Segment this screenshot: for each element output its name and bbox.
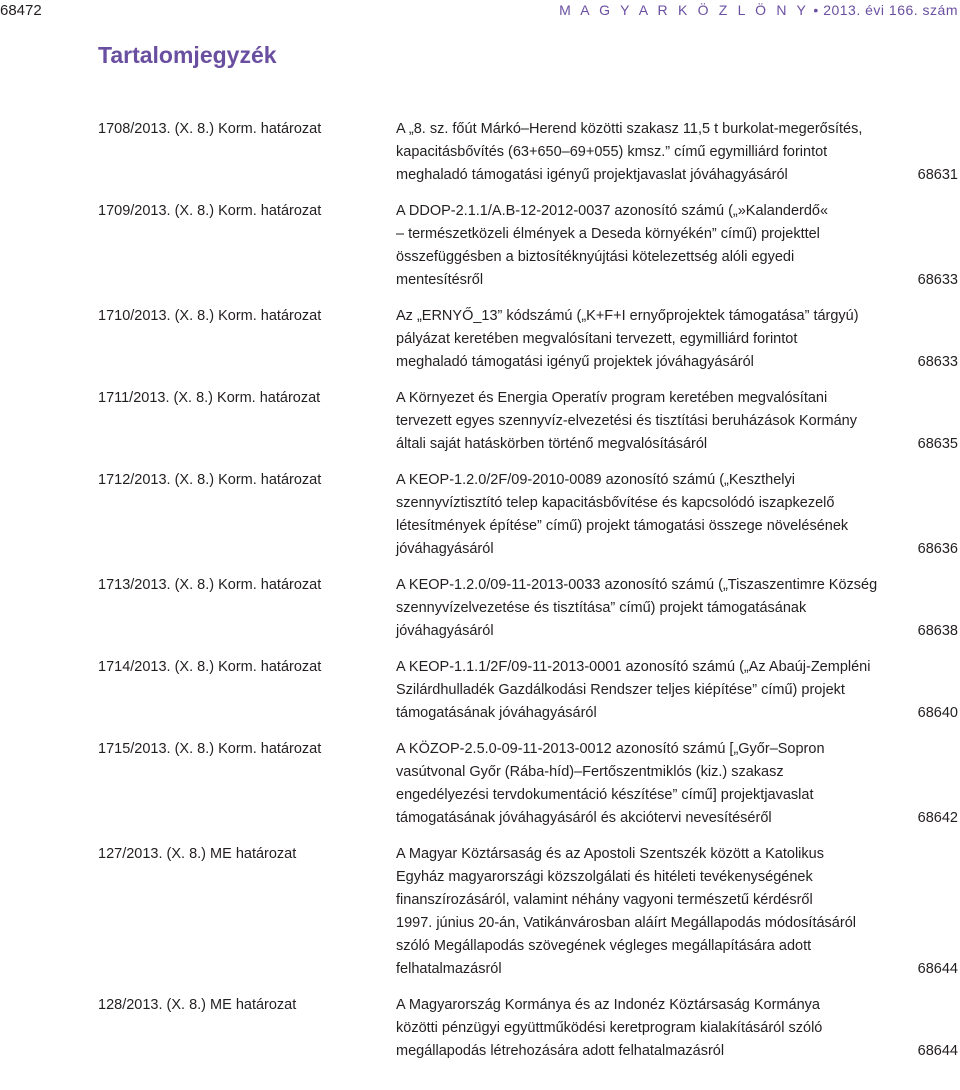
entry-page-number: 68642	[917, 810, 958, 826]
entry-page-number: 68644	[917, 961, 958, 977]
toc-entry[interactable]	[0, 738, 960, 830]
entry-title-line: közötti pénzügyi együttműködési keretprogram kialakításáról szóló	[396, 1020, 823, 1036]
entry-title-line: szennyvíztisztító telep kapacitásbővítése és kapcsolódó iszapkezelő	[396, 495, 835, 511]
entry-title-line: A „8. sz. főút Márkó–Herend közötti szakasz 11,5 t burkolat-megerősítés,	[396, 121, 863, 137]
entry-title-line: A Magyar Köztársaság és az Apostoli Szentszék között a Katolikus	[396, 846, 824, 862]
entry-number: 1708/2013. (X. 8.) Korm. határozat	[98, 121, 322, 137]
bullet-separator: •	[813, 2, 819, 18]
entry-title	[396, 574, 878, 643]
toc-entry[interactable]	[0, 118, 960, 187]
entry-title-line: tervezett egyes szennyvíz-elvezetési és tisztítási beruházások Kormány	[396, 413, 857, 429]
entry-title-line: általi saját hatáskörben történő megvalósításáról	[396, 436, 708, 452]
entry-title-line: A KEOP-1.2.0/09-11-2013-0033 azonosító számú („Tiszaszentimre Község	[396, 577, 878, 593]
entry-page-number: 68640	[917, 705, 958, 721]
entry-title-line: pályázat keretében megvalósítani tervezett, egymilliárd forintot	[396, 331, 798, 347]
entry-title-line: összefüggésben a biztosítéknyújtási kötelezettség alóli egyedi	[396, 249, 795, 265]
entry-title-line: létesítmények építése” című) projekt támogatási összege növelésének	[396, 518, 849, 534]
entry-page-number: 68635	[917, 436, 958, 452]
entry-title-line: A KEOP-1.2.0/2F/09-2010-0089 azonosító számú („Keszthelyi	[396, 472, 795, 488]
toc-entry[interactable]	[0, 994, 960, 1063]
running-title	[559, 2, 958, 18]
entry-title-line: támogatásának jóváhagyásáról	[396, 705, 597, 721]
entry-title-line: A Magyarország Kormánya és az Indonéz Köztársaság Kormánya	[396, 997, 820, 1013]
entry-title-line: meghaladó támogatási igényű projektek jóváhagyásáról	[396, 354, 754, 370]
entry-title-line: finanszírozásáról, valamint néhány vagyoni természetű kérdésről	[396, 892, 813, 908]
entry-title-line: szóló Megállapodás szövegének végleges megállapítására adott	[396, 938, 812, 954]
entry-number: 1714/2013. (X. 8.) Korm. határozat	[98, 659, 322, 675]
entry-number: 1715/2013. (X. 8.) Korm. határozat	[98, 741, 322, 757]
page-title: Tartalomjegyzék	[98, 42, 277, 68]
entry-title-line: felhatalmazásról	[396, 961, 502, 977]
toc-entry[interactable]	[0, 200, 960, 292]
entry-title	[396, 469, 871, 561]
toc-entry[interactable]	[0, 843, 960, 981]
toc-entry[interactable]	[0, 305, 960, 374]
table-of-contents	[0, 118, 960, 1076]
entry-title	[396, 843, 871, 981]
entry-title	[396, 387, 871, 456]
entry-page-number: 68638	[917, 623, 958, 639]
entry-title-line: A KÖZOP-2.5.0-09-11-2013-0012 azonosító számú [„Győr–Sopron	[396, 741, 825, 757]
entry-title-line: kapacitásbővítés (63+650–69+055) kmsz.” című egymilliárd forintot	[396, 144, 828, 160]
entry-number: 1710/2013. (X. 8.) Korm. határozat	[98, 308, 322, 324]
entry-number: 1712/2013. (X. 8.) Korm. határozat	[98, 472, 322, 488]
entry-title	[396, 738, 871, 830]
entry-title-line: mentesítésről	[396, 272, 484, 288]
entry-page-number: 68633	[917, 354, 958, 370]
entry-number: 1713/2013. (X. 8.) Korm. határozat	[98, 577, 322, 593]
entry-page-number: 68636	[917, 541, 958, 557]
page-header	[0, 0, 960, 30]
entry-title	[396, 994, 871, 1063]
toc-entry[interactable]	[0, 656, 960, 725]
entry-title	[396, 305, 871, 374]
entry-title-line: Egyház magyarországi közszolgálati és hitéleti tevékenységének	[396, 869, 813, 885]
entry-title	[396, 118, 871, 187]
entry-page-number: 68633	[917, 272, 958, 288]
entry-title	[396, 200, 871, 292]
entry-title-line: Az „ERNYŐ_13” kódszámú („K+F+I ernyőprojektek támogatása” tárgyú)	[396, 308, 859, 324]
entry-title-line: Szilárdhulladék Gazdálkodási Rendszer teljes kiépítése” című) projekt	[396, 682, 845, 698]
issue-label: 2013. évi 166. szám	[823, 2, 958, 18]
entry-title-line: megállapodás létrehozására adott felhatalmazásról	[396, 1043, 725, 1059]
toc-entry[interactable]	[0, 469, 960, 561]
toc-entry[interactable]	[0, 574, 960, 643]
entry-title-line: – természetközeli élmények a Deseda környékén” című) projekttel	[396, 226, 820, 242]
entry-title-line: A DDOP-2.1.1/A.B-12-2012-0037 azonosító számú („»Kalanderdő«	[396, 203, 829, 219]
entry-title-line: támogatásának jóváhagyásáról és akciótervi nevesítéséről	[396, 810, 772, 826]
entry-number: 1709/2013. (X. 8.) Korm. határozat	[98, 203, 322, 219]
entry-title-line: jóváhagyásáról	[396, 541, 494, 557]
entry-title-line: meghaladó támogatási igényű projektjavaslat jóváhagyásáról	[396, 167, 788, 183]
entry-title-line: 1997. június 20-án, Vatikánvárosban aláírt Megállapodás módosításáról	[396, 915, 856, 931]
entry-title-line: A Környezet és Energia Operatív program keretében megvalósítani	[396, 390, 828, 406]
entry-page-number: 68644	[917, 1043, 958, 1059]
entry-title-line: A KEOP-1.1.1/2F/09-11-2013-0001 azonosító számú („Az Abaúj-Zempléni	[396, 659, 871, 675]
entry-number: 128/2013. (X. 8.) ME határozat	[98, 997, 297, 1013]
entry-title-line: szennyvízelvezetése és tisztítása” című) projekt támogatásának	[396, 600, 807, 616]
entry-title	[396, 656, 871, 725]
entry-page-number: 68631	[917, 167, 958, 183]
toc-entry[interactable]	[0, 387, 960, 456]
entry-number: 127/2013. (X. 8.) ME határozat	[98, 846, 297, 862]
entry-title-line: engedélyezési tervdokumentáció készítése” című] projektjavaslat	[396, 787, 814, 803]
entry-title-line: vasútvonal Győr (Rába-híd)–Fertőszentmiklós (kiz.) szakasz	[396, 764, 784, 780]
entry-title-line: jóváhagyásáról	[396, 623, 494, 639]
journal-name: M A G Y A R K Ö Z L Ö N Y	[559, 2, 810, 18]
page-number: 68472	[0, 2, 42, 19]
entry-number: 1711/2013. (X. 8.) Korm. határozat	[98, 390, 321, 406]
